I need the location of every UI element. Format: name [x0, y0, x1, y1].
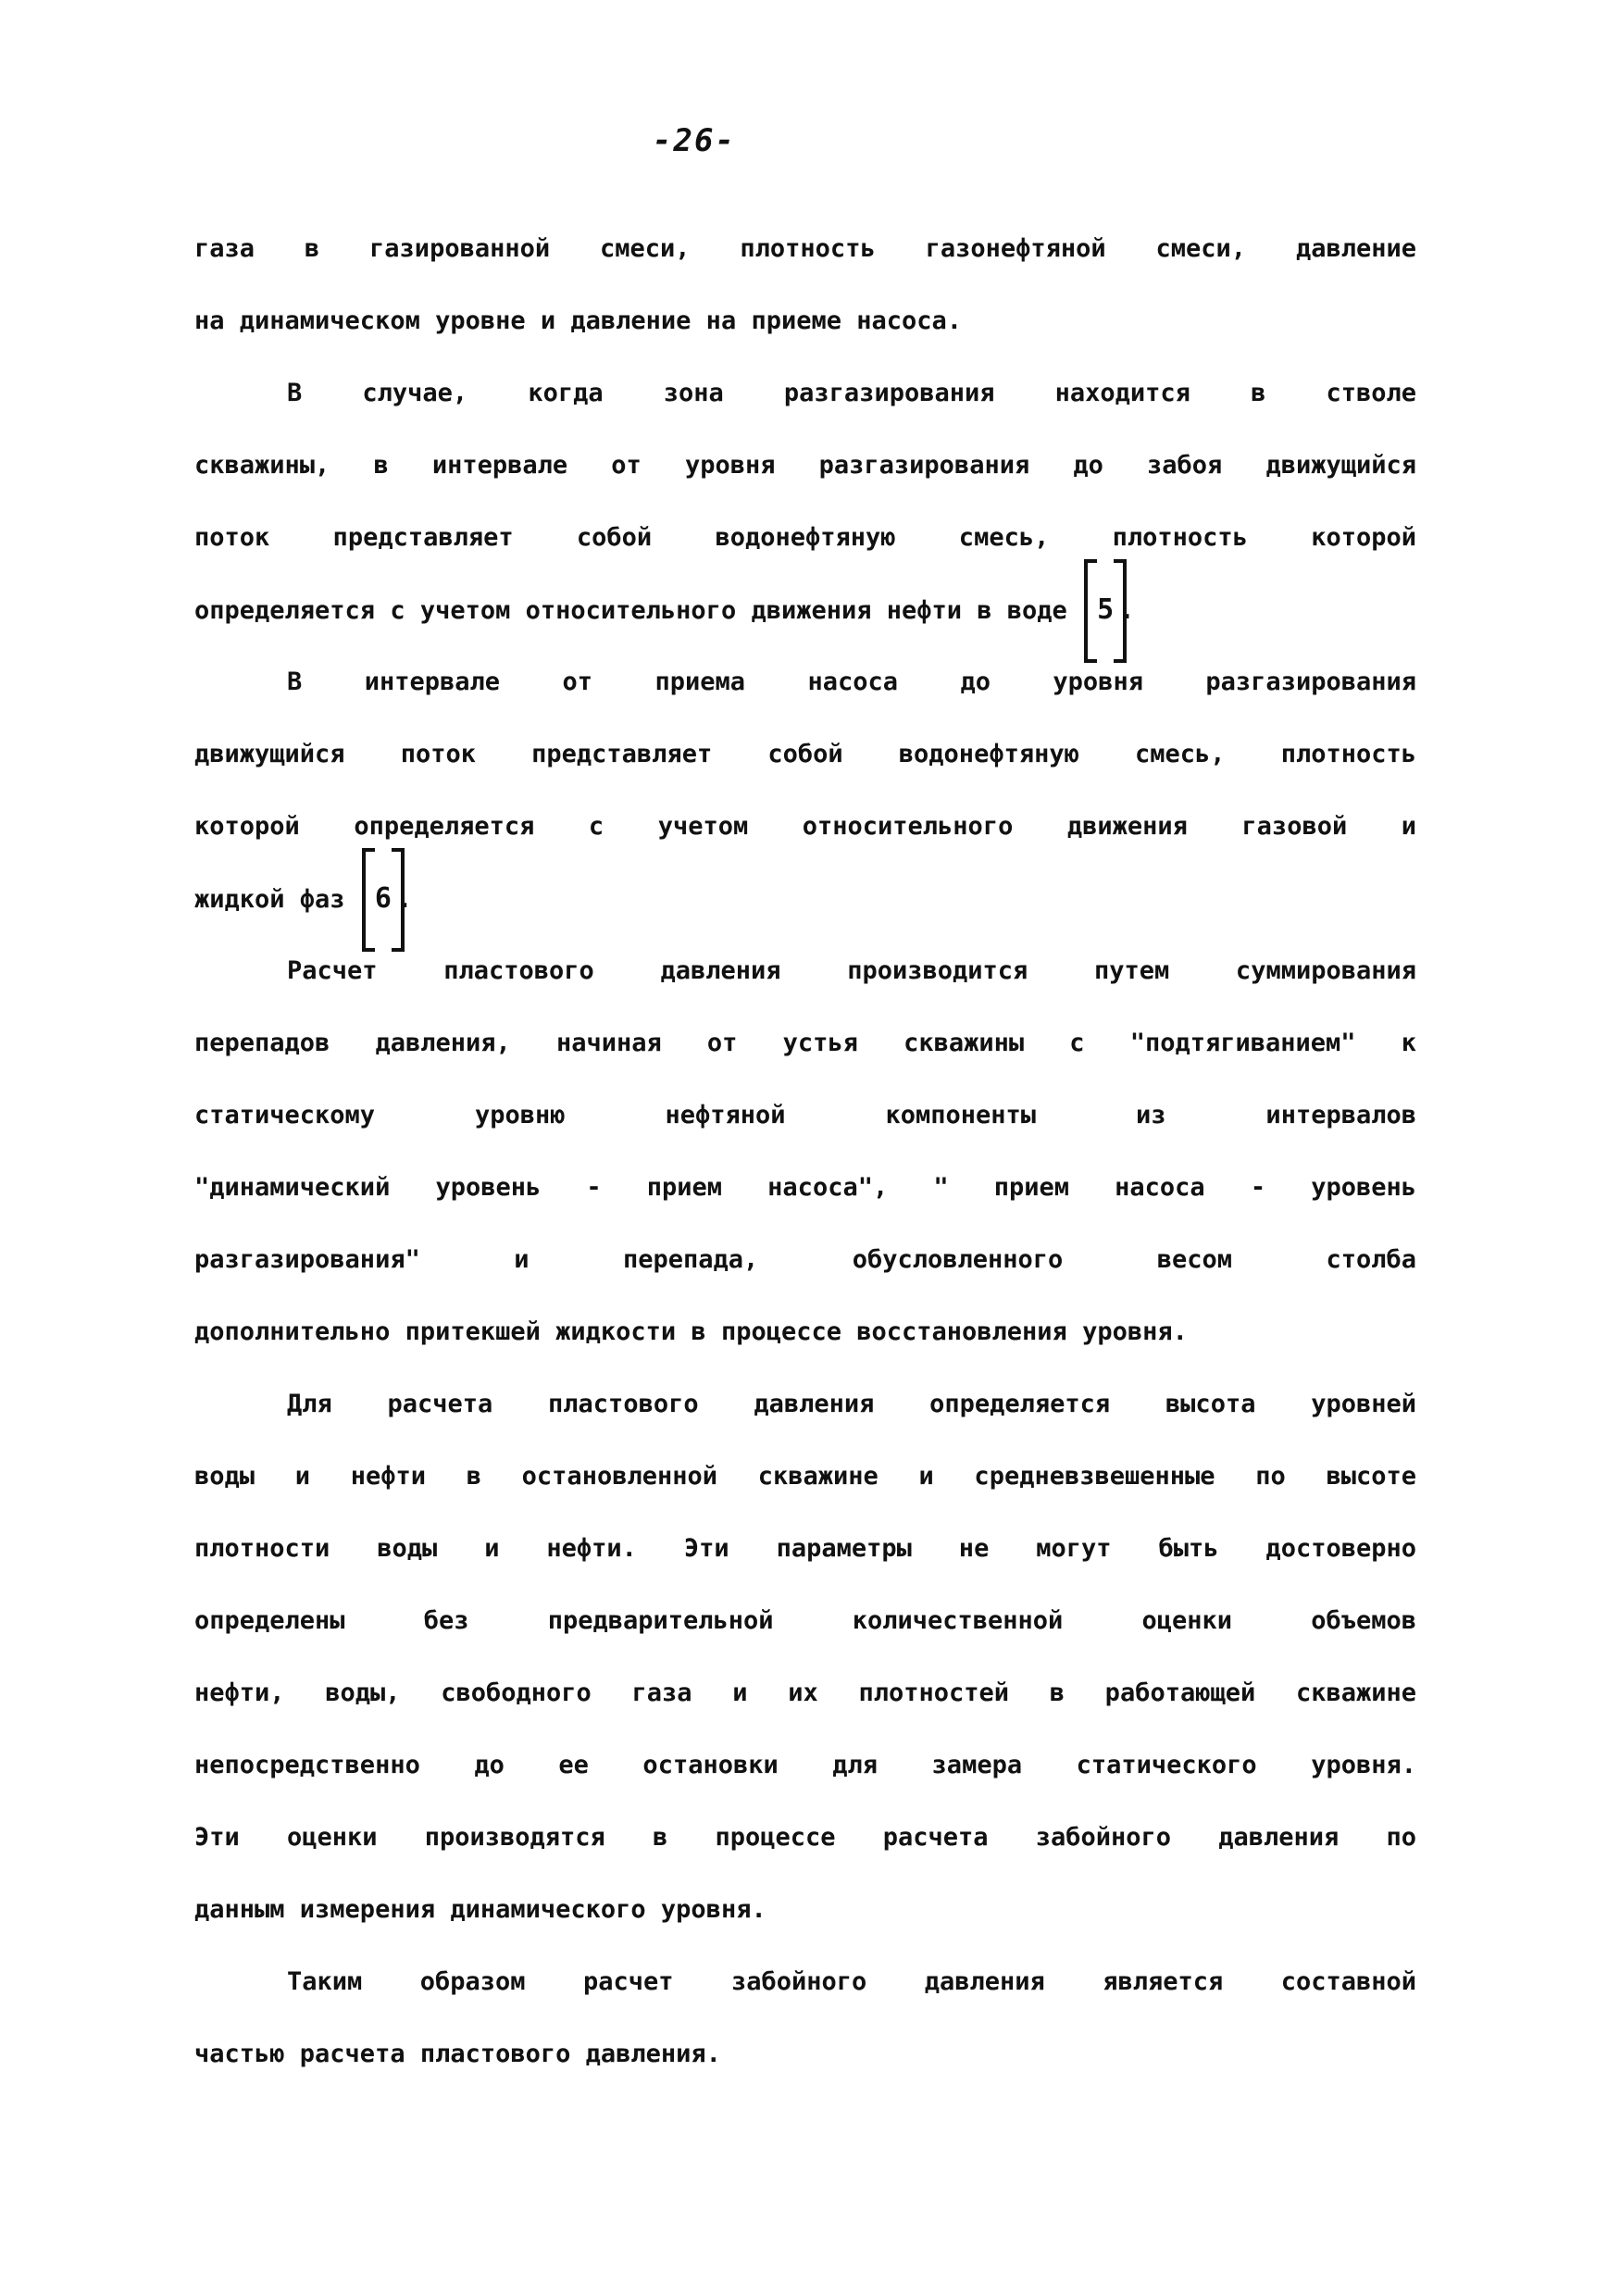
text-line-with-reference [194, 574, 1416, 646]
text-line: В интервале от приема насоса до уровня разгазирования [287, 668, 1416, 696]
citation-reference: 6 [369, 863, 397, 935]
text-line: скважины, в интервале от уровня разгазирования до забоя движущийся [194, 451, 1416, 480]
text-line: воды и нефти в остановленной скважине и средневзвешенные по высоте [194, 1462, 1416, 1491]
text-line: нефти, воды, свободного газа и их плотностей в работающей скважине [194, 1678, 1416, 1707]
trailing-period: . [396, 885, 413, 914]
text-line: данным измерения динамического уровня. [194, 1895, 766, 1924]
text-line: перепадов давления, начиная от устья скважины с "подтягиванием" к [194, 1029, 1416, 1057]
text-line: на динамическом уровне и давление на приеме насоса. [194, 306, 963, 335]
text-line: Эти оценки производятся в процессе расчета забойного давления по [194, 1823, 1416, 1852]
text-line: газа в газированной смеси, плотность газонефтяной смеси, давление [194, 234, 1416, 263]
text-line-content: определяется с учетом относительного движения нефти в воде [194, 596, 1067, 625]
text-line-content: жидкой фаз [194, 885, 345, 914]
text-line: непосредственно до ее остановки для замера статического уровня. [194, 1751, 1416, 1779]
text-line-with-reference [194, 863, 1416, 935]
text-line: дополнительно притекшей жидкости в процессе восстановления уровня. [194, 1317, 1188, 1346]
text-line: статическому уровню нефтяной компоненты из интервалов [194, 1101, 1416, 1129]
citation-reference: 5 [1091, 574, 1119, 646]
trailing-period: . [1119, 596, 1135, 625]
text-line: "динамический уровень - прием насоса", " прием насоса - уровень [194, 1173, 1416, 1202]
text-line: Таким образом расчет забойного давления является составной [287, 1967, 1416, 1996]
text-line: которой определяется с учетом относительного движения газовой и [194, 812, 1416, 841]
body-text [194, 213, 1416, 2090]
text-line: частью расчета пластового давления. [194, 2040, 721, 2068]
text-line: плотности воды и нефти. Эти параметры не могут быть достоверно [194, 1534, 1416, 1563]
text-line: Для расчета пластового давления определяется высота уровней [287, 1390, 1416, 1418]
page-number: -26- [653, 122, 736, 159]
text-line: движущийся поток представляет собой водонефтяную смесь, плотность [194, 740, 1416, 768]
text-line: определены без предварительной количественной оценки объемов [194, 1606, 1416, 1635]
text-line: В случае, когда зона разгазирования находится в стволе [287, 379, 1416, 407]
text-line: Расчет пластового давления производится путем суммирования [287, 956, 1416, 985]
text-line: поток представляет собой водонефтяную смесь, плотность которой [194, 523, 1416, 552]
text-line: разгазирования" и перепада, обусловленного весом столба [194, 1245, 1416, 1274]
